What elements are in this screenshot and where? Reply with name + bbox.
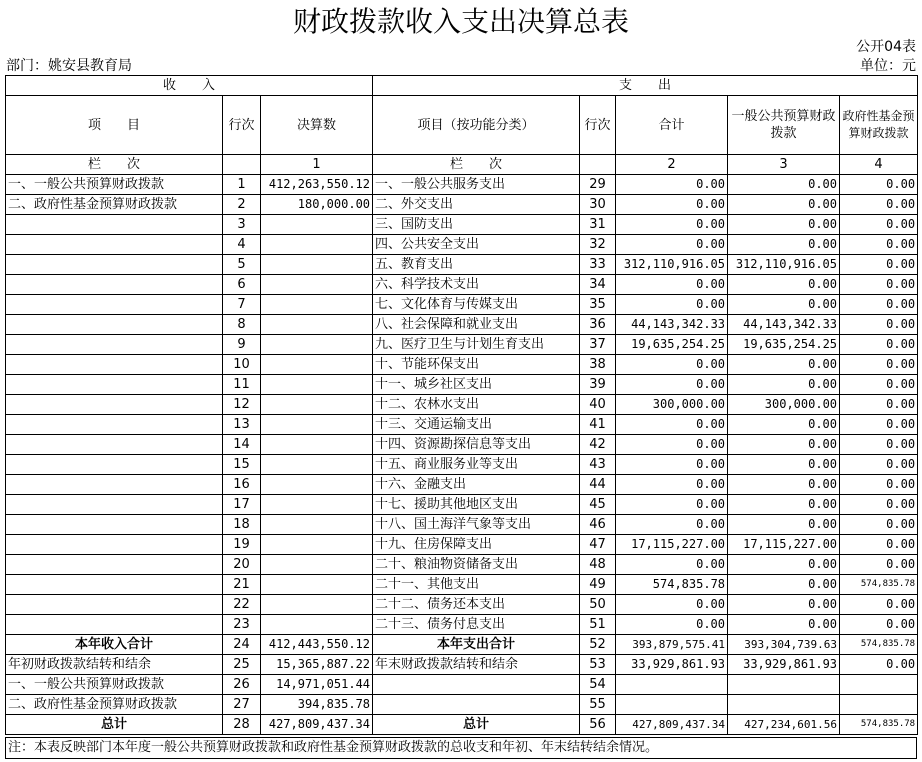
income-item-cell: 总计 [6,715,223,735]
income-amount-cell [261,355,373,375]
col-header-total: 合计 [616,96,728,155]
expense-row-no-cell: 49 [580,575,616,595]
income-amount-cell [261,595,373,615]
summary-row [6,655,918,675]
income-row-no-cell: 12 [223,395,261,415]
expense-general-budget-cell: 0.00 [728,215,840,235]
income-item-cell [6,335,223,355]
expense-total-cell: 0.00 [616,415,728,435]
expense-row-no-cell: 39 [580,375,616,395]
expense-fund-budget-cell: 0.00 [840,195,918,215]
expense-item-cell: 一、一般公共服务支出 [373,175,580,195]
expense-item-cell: 十五、商业服务业等支出 [373,455,580,475]
income-amount-cell [261,615,373,635]
expense-total-cell: 0.00 [616,295,728,315]
income-item-cell [6,315,223,335]
income-item-cell [6,395,223,415]
expense-item-cell: 二十三、债务付息支出 [373,615,580,635]
expense-item-cell: 十一、城乡社区支出 [373,375,580,395]
expense-item-cell: 十三、交通运输支出 [373,415,580,435]
income-amount-cell [261,375,373,395]
col-header-row-no: 行次 [223,96,261,155]
income-amount-cell [261,235,373,255]
table-row [6,175,918,195]
expense-fund-budget-cell: 0.00 [840,215,918,235]
expense-total-cell: 0.00 [616,555,728,575]
income-row-no-cell: 20 [223,555,261,575]
expense-row-no-cell: 36 [580,315,616,335]
summary-total-row [6,635,918,655]
income-amount-cell [261,275,373,295]
expense-general-budget-cell: 0.00 [728,515,840,535]
col-index-1: 1 [261,155,373,175]
income-row-no-cell: 23 [223,615,261,635]
expense-general-budget-cell: 312,110,916.05 [728,255,840,275]
col-index-4: 4 [840,155,918,175]
table-row [6,495,918,515]
col-header-fund-budget: 政府性基金预算财政拨款 [840,96,918,155]
section-header-row [6,76,918,96]
expense-item-cell [373,695,580,715]
income-row-no-cell: 19 [223,535,261,555]
table-row [6,575,918,595]
expense-total-cell: 300,000.00 [616,395,728,415]
summary-total-row [6,715,918,735]
income-row-no-cell: 13 [223,415,261,435]
income-amount-cell [261,535,373,555]
expense-item-cell: 六、科学技术支出 [373,275,580,295]
expense-fund-budget-cell: 0.00 [840,415,918,435]
table-row [6,255,918,275]
expense-item-cell: 年末财政拨款结转和结余 [373,655,580,675]
expense-item-cell: 十七、援助其他地区支出 [373,495,580,515]
form-number: 公开04表 [856,39,916,55]
expense-general-budget-cell: 0.00 [728,575,840,595]
expense-general-budget-cell: 0.00 [728,495,840,515]
report-title: 财政拨款收入支出决算总表 [292,5,629,38]
expense-fund-budget-cell: 0.00 [840,375,918,395]
table-row [6,275,918,295]
table-row [6,335,918,355]
table-row [6,415,918,435]
income-row-no-cell: 11 [223,375,261,395]
expense-general-budget-cell: 19,635,254.25 [728,335,840,355]
column-header-row [6,96,918,155]
expense-general-budget-cell: 0.00 [728,355,840,375]
income-item-cell [6,455,223,475]
income-item-cell: 年初财政拨款结转和结余 [6,655,223,675]
income-item-cell [6,515,223,535]
income-row-no-cell: 17 [223,495,261,515]
expense-general-budget-cell: 0.00 [728,455,840,475]
expense-row-no-cell: 53 [580,655,616,675]
income-item-cell [6,215,223,235]
expense-item-cell: 总计 [373,715,580,735]
table-row [6,555,918,575]
expense-row-no-cell: 29 [580,175,616,195]
expense-item-cell: 三、国防支出 [373,215,580,235]
expense-item-cell: 十九、住房保障支出 [373,535,580,555]
expense-row-no-cell: 35 [580,295,616,315]
table-row [6,375,918,395]
expense-fund-budget-cell: 0.00 [840,275,918,295]
expense-item-cell: 八、社会保障和就业支出 [373,315,580,335]
income-amount-cell: 412,263,550.12 [261,175,373,195]
expense-item-cell: 十、节能环保支出 [373,355,580,375]
income-item-cell [6,235,223,255]
income-amount-cell: 180,000.00 [261,195,373,215]
expense-row-no-cell: 42 [580,435,616,455]
expense-general-budget-cell: 0.00 [728,295,840,315]
expense-row-no-cell: 48 [580,555,616,575]
expense-total-cell: 574,835.78 [616,575,728,595]
expense-item-cell: 二、外交支出 [373,195,580,215]
expense-item-cell: 十四、资源勘探信息等支出 [373,435,580,455]
col-header-item: 项 目 [6,96,223,155]
expense-total-cell: 19,635,254.25 [616,335,728,355]
expense-row-no-cell: 50 [580,595,616,615]
income-item-cell [6,435,223,455]
column-index-row [6,155,918,175]
expense-total-cell: 427,809,437.34 [616,715,728,735]
col-header-row-no-2: 行次 [580,96,616,155]
income-amount-cell [261,335,373,355]
income-row-no-cell: 14 [223,435,261,455]
table-row [6,475,918,495]
income-item-cell: 二、政府性基金预算财政拨款 [6,195,223,215]
income-item-cell [6,595,223,615]
expense-fund-budget-cell: 0.00 [840,495,918,515]
expense-item-cell: 九、医疗卫生与计划生育支出 [373,335,580,355]
expense-total-cell: 0.00 [616,355,728,375]
expense-row-no-cell: 55 [580,695,616,715]
table-row [6,195,918,215]
expense-total-cell: 0.00 [616,235,728,255]
income-row-no-cell: 21 [223,575,261,595]
income-item-cell [6,275,223,295]
expense-general-budget-cell: 0.00 [728,375,840,395]
col-header-item-by-function: 项目（按功能分类） [373,96,580,155]
expense-row-no-cell: 41 [580,415,616,435]
table-row [6,595,918,615]
col-index-blank [223,155,261,175]
expense-general-budget-cell: 0.00 [728,615,840,635]
col-index-label-2: 栏 次 [373,155,580,175]
expense-fund-budget-cell: 0.00 [840,335,918,355]
income-row-no-cell: 27 [223,695,261,715]
expense-fund-budget-cell: 0.00 [840,355,918,375]
income-amount-cell: 15,365,887.22 [261,655,373,675]
footnote: 注：本表反映部门本年度一般公共预算财政拨款和政府性基金预算财政拨款的总收支和年初、年末结转结余情况。 [5,737,917,759]
expense-fund-budget-cell: 0.00 [840,235,918,255]
income-section-header: 收 入 [6,76,373,96]
income-item-cell [6,555,223,575]
expense-fund-budget-cell: 574,835.78 [840,635,918,655]
expense-item-cell: 五、教育支出 [373,255,580,275]
expense-row-no-cell: 38 [580,355,616,375]
income-amount-cell [261,575,373,595]
income-item-cell [6,575,223,595]
income-row-no-cell: 28 [223,715,261,735]
expense-general-budget-cell: 0.00 [728,195,840,215]
income-row-no-cell: 25 [223,655,261,675]
income-row-no-cell: 4 [223,235,261,255]
expense-general-budget-cell: 0.00 [728,235,840,255]
expense-row-no-cell: 40 [580,395,616,415]
income-amount-cell [261,495,373,515]
expense-total-cell: 312,110,916.05 [616,255,728,275]
table-row [6,435,918,455]
expense-general-budget-cell: 17,115,227.00 [728,535,840,555]
expense-fund-budget-cell [840,675,918,695]
income-amount-cell: 412,443,550.12 [261,635,373,655]
expense-general-budget-cell: 0.00 [728,595,840,615]
income-amount-cell: 14,971,051.44 [261,675,373,695]
income-amount-cell [261,295,373,315]
expense-total-cell: 17,115,227.00 [616,535,728,555]
expense-total-cell: 44,143,342.33 [616,315,728,335]
expense-row-no-cell: 44 [580,475,616,495]
income-row-no-cell: 9 [223,335,261,355]
expense-general-budget-cell: 33,929,861.93 [728,655,840,675]
income-item-cell [6,535,223,555]
expense-item-cell: 十六、金融支出 [373,475,580,495]
income-amount-cell [261,455,373,475]
expense-total-cell: 0.00 [616,175,728,195]
expense-total-cell: 0.00 [616,195,728,215]
expense-fund-budget-cell: 0.00 [840,295,918,315]
income-row-no-cell: 7 [223,295,261,315]
expense-general-budget-cell: 44,143,342.33 [728,315,840,335]
table-row [6,455,918,475]
income-row-no-cell: 3 [223,215,261,235]
expense-row-no-cell: 37 [580,335,616,355]
expense-item-cell: 二十二、债务还本支出 [373,595,580,615]
expense-total-cell: 0.00 [616,595,728,615]
col-index-2: 2 [616,155,728,175]
expense-general-budget-cell: 0.00 [728,435,840,455]
expense-row-no-cell: 56 [580,715,616,735]
expense-total-cell: 393,879,575.41 [616,635,728,655]
table-row [6,395,918,415]
income-amount-cell [261,215,373,235]
table-row [6,295,918,315]
income-row-no-cell: 5 [223,255,261,275]
income-item-cell [6,355,223,375]
expense-fund-budget-cell: 0.00 [840,555,918,575]
income-item-cell: 二、政府性基金预算财政拨款 [6,695,223,715]
expense-total-cell [616,675,728,695]
expense-fund-budget-cell: 574,835.78 [840,575,918,595]
expense-row-no-cell: 46 [580,515,616,535]
col-index-blank-2 [580,155,616,175]
income-item-cell [6,475,223,495]
expense-general-budget-cell: 393,304,739.63 [728,635,840,655]
summary-row [6,695,918,715]
income-row-no-cell: 18 [223,515,261,535]
expense-section-header: 支 出 [373,76,918,96]
table-row [6,215,918,235]
expense-fund-budget-cell: 0.00 [840,395,918,415]
income-amount-cell [261,415,373,435]
expense-fund-budget-cell: 0.00 [840,435,918,455]
expense-fund-budget-cell: 0.00 [840,615,918,635]
income-item-cell: 一、一般公共预算财政拨款 [6,675,223,695]
income-amount-cell: 427,809,437.34 [261,715,373,735]
expense-fund-budget-cell: 574,835.78 [840,715,918,735]
table-row [6,235,918,255]
income-row-no-cell: 6 [223,275,261,295]
expense-total-cell: 0.00 [616,215,728,235]
expense-general-budget-cell: 0.00 [728,275,840,295]
income-row-no-cell: 16 [223,475,261,495]
expense-row-no-cell: 51 [580,615,616,635]
income-row-no-cell: 8 [223,315,261,335]
expense-fund-budget-cell: 0.00 [840,455,918,475]
expense-fund-budget-cell: 0.00 [840,655,918,675]
expense-general-budget-cell: 300,000.00 [728,395,840,415]
expense-item-cell: 二十一、其他支出 [373,575,580,595]
table-row [6,515,918,535]
expense-total-cell: 0.00 [616,455,728,475]
budget-summary-table [5,75,918,735]
income-row-no-cell: 24 [223,635,261,655]
expense-fund-budget-cell: 0.00 [840,535,918,555]
expense-row-no-cell: 31 [580,215,616,235]
income-item-cell: 本年收入合计 [6,635,223,655]
expense-fund-budget-cell: 0.00 [840,475,918,495]
table-row [6,315,918,335]
income-amount-cell [261,555,373,575]
income-item-cell [6,295,223,315]
expense-item-cell [373,675,580,695]
table-row [6,535,918,555]
income-row-no-cell: 2 [223,195,261,215]
income-item-cell [6,415,223,435]
col-header-final-amount: 决算数 [261,96,373,155]
unit-label: 单位：元 [860,58,916,74]
expense-general-budget-cell: 0.00 [728,475,840,495]
expense-item-cell: 十二、农林水支出 [373,395,580,415]
expense-total-cell: 0.00 [616,515,728,535]
expense-total-cell: 0.00 [616,275,728,295]
income-amount-cell [261,475,373,495]
income-item-cell: 一、一般公共预算财政拨款 [6,175,223,195]
expense-row-no-cell: 54 [580,675,616,695]
income-amount-cell [261,395,373,415]
department-label: 部门：姚安县教育局 [6,58,132,74]
col-header-general-budget: 一般公共预算财政拨款 [728,96,840,155]
income-amount-cell [261,515,373,535]
expense-fund-budget-cell: 0.00 [840,255,918,275]
expense-row-no-cell: 33 [580,255,616,275]
table-row [6,615,918,635]
expense-row-no-cell: 34 [580,275,616,295]
expense-row-no-cell: 30 [580,195,616,215]
expense-total-cell: 0.00 [616,495,728,515]
income-row-no-cell: 10 [223,355,261,375]
expense-item-cell: 四、公共安全支出 [373,235,580,255]
expense-general-budget-cell: 0.00 [728,415,840,435]
expense-total-cell: 0.00 [616,375,728,395]
expense-row-no-cell: 47 [580,535,616,555]
income-amount-cell [261,435,373,455]
table-row [6,355,918,375]
expense-total-cell: 0.00 [616,475,728,495]
income-amount-cell: 394,835.78 [261,695,373,715]
col-index-3: 3 [728,155,840,175]
income-item-cell [6,615,223,635]
expense-general-budget-cell: 427,234,601.56 [728,715,840,735]
expense-fund-budget-cell: 0.00 [840,175,918,195]
income-row-no-cell: 15 [223,455,261,475]
expense-row-no-cell: 32 [580,235,616,255]
expense-item-cell: 本年支出合计 [373,635,580,655]
col-index-label: 栏 次 [6,155,223,175]
income-item-cell [6,375,223,395]
income-amount-cell [261,255,373,275]
income-row-no-cell: 22 [223,595,261,615]
income-amount-cell [261,315,373,335]
income-row-no-cell: 26 [223,675,261,695]
income-row-no-cell: 1 [223,175,261,195]
expense-row-no-cell: 45 [580,495,616,515]
expense-row-no-cell: 43 [580,455,616,475]
expense-general-budget-cell [728,675,840,695]
expense-general-budget-cell: 0.00 [728,175,840,195]
expense-general-budget-cell [728,695,840,715]
expense-general-budget-cell: 0.00 [728,555,840,575]
expense-total-cell: 0.00 [616,435,728,455]
income-item-cell [6,495,223,515]
expense-item-cell: 十八、国土海洋气象等支出 [373,515,580,535]
summary-row [6,675,918,695]
expense-total-cell: 0.00 [616,615,728,635]
expense-fund-budget-cell: 0.00 [840,315,918,335]
expense-total-cell [616,695,728,715]
expense-item-cell: 二十、粮油物资储备支出 [373,555,580,575]
expense-fund-budget-cell: 0.00 [840,515,918,535]
expense-fund-budget-cell: 0.00 [840,595,918,615]
expense-row-no-cell: 52 [580,635,616,655]
income-item-cell [6,255,223,275]
expense-item-cell: 七、文化体育与传媒支出 [373,295,580,315]
expense-total-cell: 33,929,861.93 [616,655,728,675]
expense-fund-budget-cell [840,695,918,715]
